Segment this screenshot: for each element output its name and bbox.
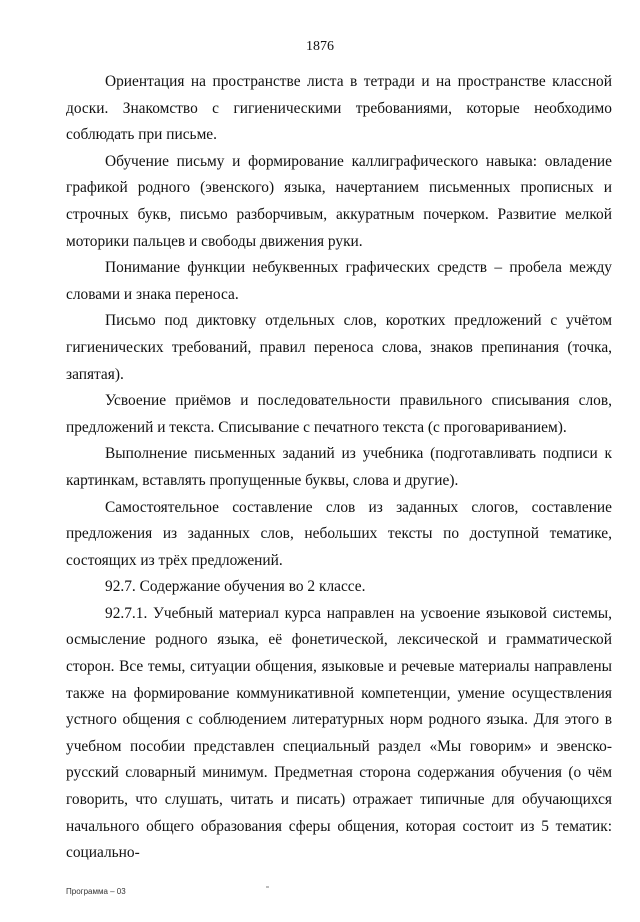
paragraph-independent-composition: Самостоятельное составление слов из заданных слогов, составление предложения из заданных слов, небольших тексты по доступной тематике, состоящих из трёх предложений.	[66, 498, 612, 569]
paragraph-handwriting-training: Обучение письму и формирование каллиграфического навыка: овладение графикой родного (эвенского) языка, начертанием письменных прописных и строчных букв, письмо разборчивым, аккуратным почерком. Развитие мелкой моторики пальцев и свободы движения руки.	[66, 152, 612, 250]
paragraph-textbook-tasks: Выполнение письменных заданий из учебника (подготавливать подписи к картинкам, вставлять пропущенные буквы, слова и другие).	[66, 445, 612, 489]
paragraph-course-material: 92.7.1. Учебный материал курса направлен на усвоение языковой системы, осмысление родного языка, её фонетической, лексической и грамматической сторон. Все темы, ситуации общения, языковые и речевые материалы направлены также на формирование коммуникативной компетенции, умение осуществления устного общения с соблюдением литературных норм родного языка. Для этого в учебном пособии представлен специальный раздел «Мы говорим» и эвенско-русский словарный минимум. Предметная сторона содержания обучения (о чём говорить, что слушать, читать и писать) отражает типичные для обучающихся начального общего образования сферы общения, которая состоит из 5 тематик: социально-	[66, 604, 612, 862]
document-body	[66, 69, 612, 867]
page-footer: Программа – 03	[66, 887, 126, 896]
page-number: 1876	[306, 39, 334, 54]
paragraph-dictation: Письмо под диктовку отдельных слов, коротких предложений с учётом гигиенических требований, правил переноса слова, знаков препинания (точка, запятая).	[66, 312, 612, 383]
scan-artifact	[266, 886, 269, 888]
paragraph-nonletter-graphics: Понимание функции небуквенных графических средств – пробела между словами и знака переноса.	[66, 259, 612, 303]
section-heading-grade-2: 92.7. Содержание обучения во 2 классе.	[105, 578, 366, 596]
paragraph-orientation: Ориентация на пространстве листа в тетради и на пространстве классной доски. Знакомство с гигиеническими требованиями, которые необходимо соблюдать при письме.	[66, 73, 612, 144]
paragraph-copying: Усвоение приёмов и последовательности правильного списывания слов, предложений и текста. Списывание с печатного текста (с проговариванием).	[66, 392, 612, 436]
